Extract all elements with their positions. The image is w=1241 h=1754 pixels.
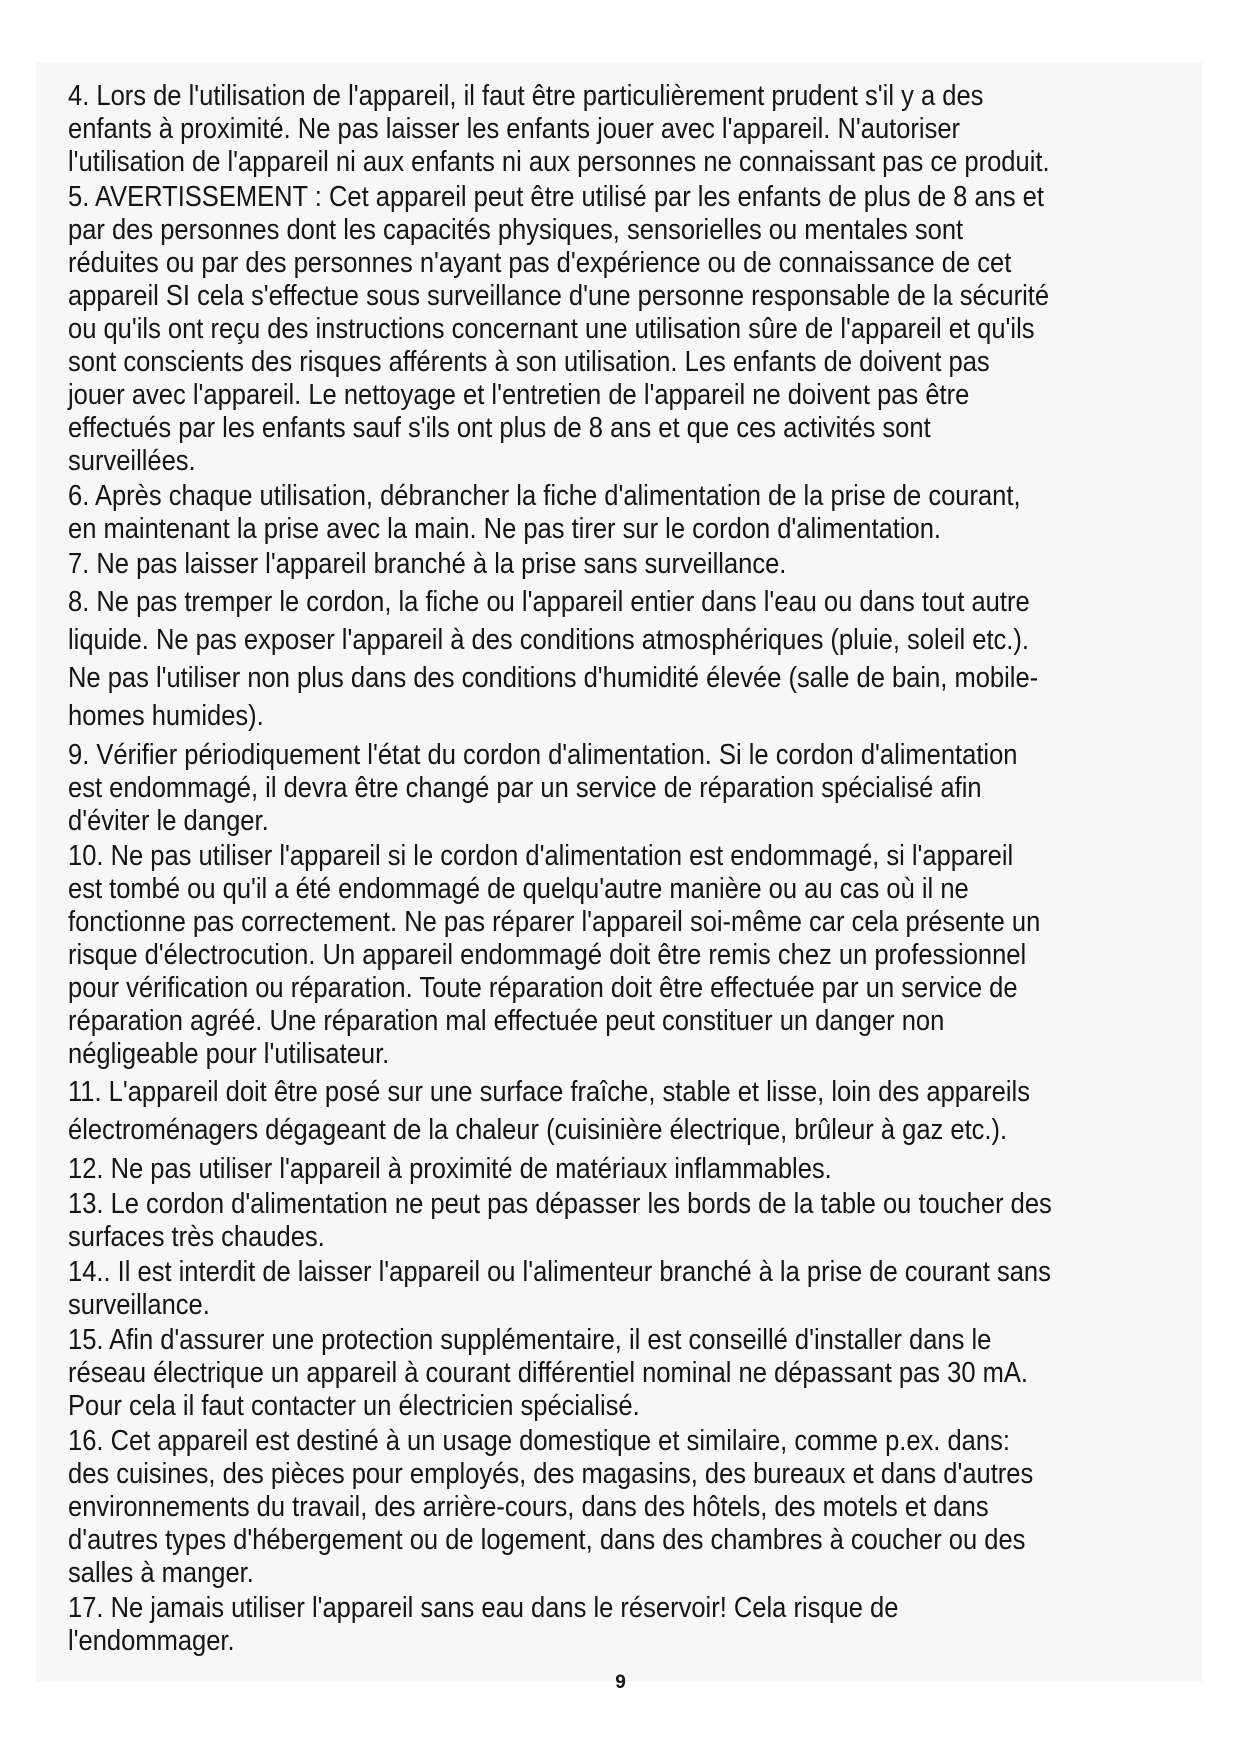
instruction-item-12: 12. Ne pas utiliser l'appareil à proximité de matériaux inflammables. (68, 1153, 832, 1185)
instruction-item-17: 17. Ne jamais utiliser l'appareil sans eau dans le réservoir! Cela risque de l'endommager. (68, 1592, 899, 1657)
instruction-item-6: 6. Après chaque utilisation, débrancher la fiche d'alimentation de la prise de courant, en maintenant la prise avec la main. Ne pas tirer sur le cordon d'alimentation. (68, 480, 1021, 545)
instruction-item-9: 9. Vérifier périodiquement l'état du cordon d'alimentation. Si le cordon d'alimentation est endommagé, il devra être changé par un service de réparation spécialisé afin d'éviter le danger. (68, 739, 1018, 837)
instruction-item-7: 7. Ne pas laisser l'appareil branché à la prise sans surveillance. (68, 548, 787, 580)
page-number: 9 (615, 1672, 626, 1693)
instruction-item-8: 8. Ne pas tremper le cordon, la fiche ou l'appareil entier dans l'eau ou dans tout autre liquide. Ne pas exposer l'appareil à des conditions atmosphériques (pluie, soleil etc.). Ne pas l'utiliser non plus dans des conditions d'humidité élevée (salle de bain, mobile-homes humides). (68, 586, 1039, 732)
instruction-item-14: 14.. Il est interdit de laisser l'appareil ou l'alimenteur branché à la prise de courant sans surveillance. (68, 1256, 1051, 1321)
instruction-item-10: 10. Ne pas utiliser l'appareil si le cordon d'alimentation est endommagé, si l'appareil est tombé ou qu'il a été endommagé de quelqu'autre manière ou au cas où il ne fonctionne pas correctement. Ne pas réparer l'appareil soi-même car cela présente un risque d'électrocution. Un appareil endommagé doit être remis chez un professionnel pour vérification ou réparation. Toute réparation doit être effectuée par un service de réparation agréé. Une réparation mal effectuée peut constituer un danger non négligeable pour l'utilisateur. (68, 840, 1041, 1070)
instruction-item-11: 11. L'appareil doit être posé sur une surface fraîche, stable et lisse, loin des appareils électroménagers dégageant de la chaleur (cuisinière électrique, brûleur à gaz etc.). (68, 1076, 1030, 1146)
instruction-item-15: 15. Afin d'assurer une protection supplémentaire, il est conseillé d'installer dans le réseau électrique un appareil à courant différentiel nominal ne dépassant pas 30 mA. Pour cela il faut contacter un électricien spécialisé. (68, 1324, 1028, 1422)
instruction-item-4: 4. Lors de l'utilisation de l'appareil, il faut être particulièrement prudent s'il y a des enfants à proximité. Ne pas laisser les enfants jouer avec l'appareil. N'autoriser l'utilisation de l'appareil ni aux enfants ni aux personnes ne connaissant pas ce produit. (68, 80, 1050, 178)
instruction-item-13: 13. Le cordon d'alimentation ne peut pas dépasser les bords de la table ou toucher des surfaces très chaudes. (68, 1188, 1052, 1253)
instruction-item-5: 5. AVERTISSEMENT : Cet appareil peut être utilisé par les enfants de plus de 8 ans et par des personnes dont les capacités physiques, sensorielles ou mentales sont réduites ou par des personnes n'ayant pas d'expérience ou de connaissance de cet appareil SI cela s'effectue sous surveillance d'une personne responsable de la sécurité ou qu'ils ont reçu des instructions concernant une utilisation sûre de l'appareil et qu'ils sont conscients des risques afférents à son utilisation. Les enfants de doivent pas jouer avec l'appareil. Le nettoyage et l'entretien de l'appareil ne doivent pas être effectués par les enfants sauf s'ils ont plus de 8 ans et que ces activités sont surveillées. (68, 181, 1050, 477)
instruction-item-16: 16. Cet appareil est destiné à un usage domestique et similaire, comme p.ex. dans: des cuisines, des pièces pour employés, des magasins, des bureaux et dans d'autres environnements du travail, des arrière-cours, dans des hôtels, des motels et dans d'autres types d'hébergement ou de logement, dans des chambres à coucher ou des salles à manger. (68, 1425, 1034, 1589)
safety-instructions-text (68, 80, 1052, 1660)
